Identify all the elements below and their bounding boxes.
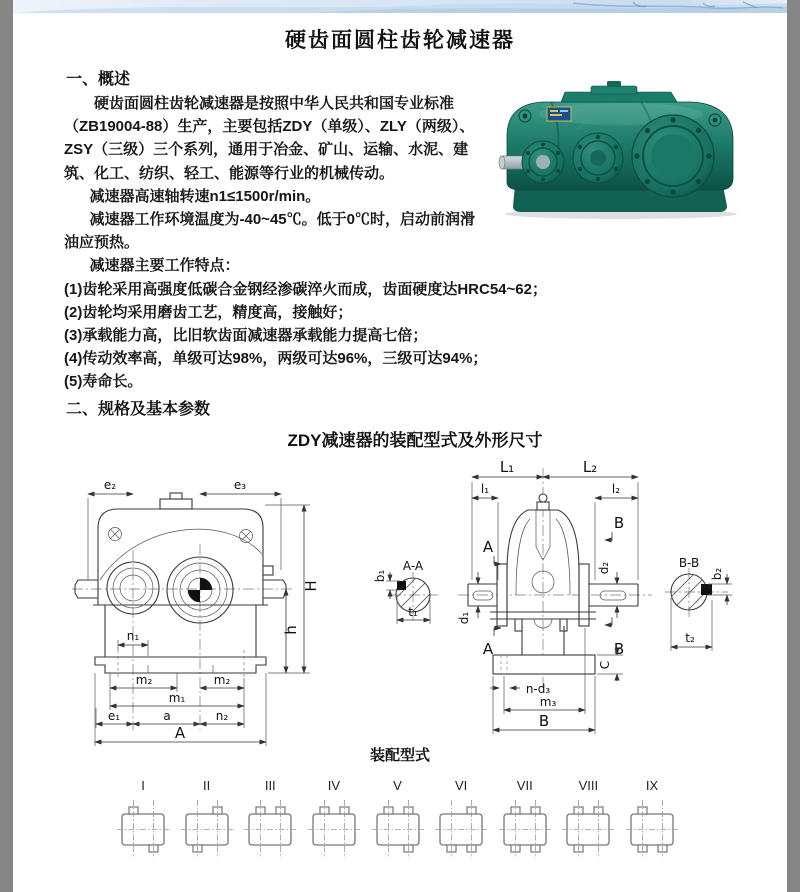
dim-label-m3: m₃ xyxy=(539,695,557,709)
assembly-type-I xyxy=(114,778,172,865)
overview-paragraph: 减速器主要工作特点： xyxy=(89,257,240,275)
assembly-type-label: VII xyxy=(516,778,533,793)
dim-label-d2: d₂ xyxy=(597,561,611,575)
overview-feature-item: (1)齿轮采用高强度低碳合金钢经渗碳淬火而成，齿面硬度达HRC54~62； xyxy=(64,280,547,298)
section-arrow-label-A-bottom: A xyxy=(482,640,494,658)
dim-label-B-width: B xyxy=(538,712,550,730)
dim-label-n2: n₂ xyxy=(215,709,229,723)
assembly-type-label: III xyxy=(264,778,276,793)
dim-label-t1: t₁ xyxy=(408,605,418,619)
overview-paragraph: 硬齿面圆柱齿轮减速器是按照中华人民共和国专业标准（ZB19004-88）生产，主要包括ZDY（单级）、ZLY（两级）、ZSY（三级）三个系列，通用于冶金、矿山、运输、水泥、建筑、化工、纺织、轻工、能源等行业的机械传动。 xyxy=(64,95,475,182)
dim-label-m1: m₁ xyxy=(168,691,186,705)
section-arrow-label-B-bottom: B xyxy=(613,640,625,658)
overview-body xyxy=(64,92,754,394)
section-aa-title: A-A xyxy=(402,559,424,573)
dim-label-t2: t₂ xyxy=(685,631,695,645)
header-banner xyxy=(13,0,787,13)
dimension-drawings xyxy=(60,452,760,748)
dim-label-h: h xyxy=(282,625,300,635)
assembly-type-II xyxy=(178,778,236,865)
front-view-drawing xyxy=(72,478,320,746)
dim-label-L2: L₂ xyxy=(582,458,598,476)
assembly-type-diagram xyxy=(560,798,616,860)
overview-paragraph: 减速器高速轴转速n1≤1500r/min。 xyxy=(89,187,321,205)
section-arrow-label-B-top: B xyxy=(613,514,625,532)
assembly-type-label: I xyxy=(141,778,145,793)
assembly-type-III xyxy=(241,778,299,865)
section-bb-drawing xyxy=(665,556,732,651)
assembly-type-label: IX xyxy=(645,778,659,793)
assembly-type-label: II xyxy=(203,778,211,793)
assembly-type-VII xyxy=(496,778,554,865)
section-bb-title: B-B xyxy=(678,556,700,570)
assembly-diagrams xyxy=(114,778,681,865)
dim-label-A: A xyxy=(174,724,186,742)
assembly-type-diagram xyxy=(115,798,171,860)
assembly-type-IV xyxy=(305,778,363,865)
dim-label-d1: d₁ xyxy=(457,611,471,625)
dim-label-m2-left: m₂ xyxy=(135,673,153,687)
dim-label-a: a xyxy=(163,709,171,723)
dim-label-C: C xyxy=(598,660,612,670)
assembly-type-diagram xyxy=(242,798,298,860)
gearbox-product-image xyxy=(490,74,752,220)
side-view-drawing xyxy=(457,458,652,734)
dim-label-n-d3: n-d₃ xyxy=(525,682,551,696)
assembly-type-label: V xyxy=(393,778,402,793)
assembly-type-V xyxy=(369,778,427,865)
overview-feature-item: (5)寿命长。 xyxy=(64,373,143,391)
assembly-type-IX xyxy=(623,778,681,865)
overview-feature-item: (2)齿轮均采用磨齿工艺，精度高，接触好； xyxy=(64,303,353,321)
assembly-title: 装配型式 xyxy=(369,747,430,764)
assembly-type-label: VI xyxy=(454,778,468,793)
assembly-type-diagram xyxy=(179,798,235,860)
overview-feature-item: (4)传动效率高，单级可达98%，两级可达96%，三级可达94%； xyxy=(64,350,488,368)
dim-label-e1: e₁ xyxy=(107,709,121,723)
assembly-type-label: IV xyxy=(327,778,341,793)
dim-label-L1: L₁ xyxy=(499,458,515,476)
page-title: 硬齿面圆柱齿轮减速器 xyxy=(285,29,515,52)
dim-label-e3: e₃ xyxy=(233,478,247,492)
section-specs-heading: 二、规格及基本参数 xyxy=(66,401,211,418)
assembly-type-diagram xyxy=(370,798,426,860)
dim-label-l2: l₂ xyxy=(611,482,621,496)
dim-label-b1: b₁ xyxy=(373,569,387,583)
assembly-type-VI xyxy=(432,778,490,865)
overview-feature-item: (3)承载能力高，比旧软齿面减速器承载能力提高七倍； xyxy=(64,327,428,345)
dim-label-m2-right: m₂ xyxy=(213,673,231,687)
assembly-type-diagram xyxy=(624,798,680,860)
assembly-type-diagram xyxy=(433,798,489,860)
section-aa-drawing xyxy=(373,559,440,628)
section-arrow-label-A-top: A xyxy=(482,538,494,556)
gearbox-illustration xyxy=(490,74,752,220)
dim-label-l1: l₁ xyxy=(480,482,490,496)
assembly-type-diagram xyxy=(497,798,553,860)
dim-label-H: H xyxy=(302,580,320,592)
assembly-type-VIII xyxy=(559,778,617,865)
overview-paragraph: 减速器工作环境温度为-40~45℃。低于0℃时，启动前润滑油应预热。 xyxy=(64,211,475,252)
dim-label-n1: n₁ xyxy=(126,629,140,643)
section-overview-heading: 一、概述 xyxy=(66,71,131,88)
dim-label-b2: b₂ xyxy=(710,567,724,581)
dim-label-e2: e₂ xyxy=(103,478,117,492)
assembly-type-diagram xyxy=(306,798,362,860)
banner-art xyxy=(13,0,787,13)
figure-title: ZDY减速器的装配型式及外形尺寸 xyxy=(287,431,543,450)
assembly-type-label: VIII xyxy=(578,778,599,793)
